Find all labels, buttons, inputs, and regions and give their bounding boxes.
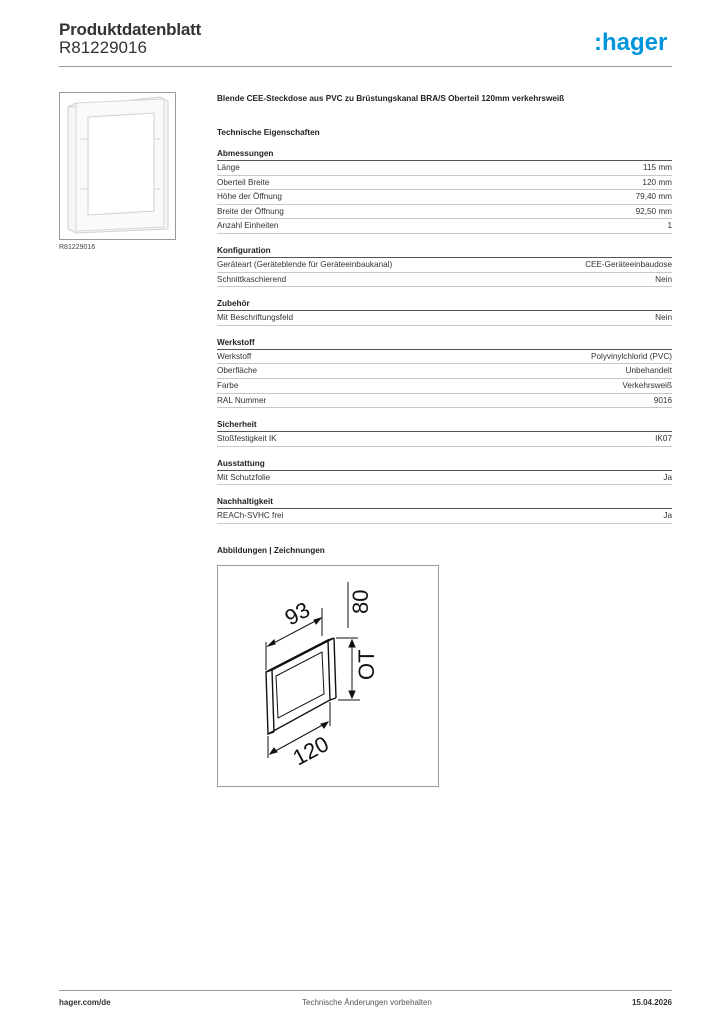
hager-logo bbox=[594, 28, 674, 58]
property-group bbox=[217, 420, 672, 447]
property-value: Verkehrsweiß bbox=[622, 380, 672, 390]
property-value: IK07 bbox=[655, 434, 672, 444]
property-row bbox=[217, 311, 672, 326]
property-label: Werkstoff bbox=[217, 351, 252, 361]
property-row bbox=[217, 471, 672, 486]
property-value: CEE-Geräteeinbaudose bbox=[585, 259, 672, 269]
technical-drawing bbox=[217, 565, 439, 787]
property-label: Höhe der Öffnung bbox=[217, 192, 282, 202]
property-value: Polyvinylchlorid (PVC) bbox=[591, 351, 672, 361]
property-value: 120 mm bbox=[642, 177, 672, 187]
header-divider bbox=[59, 66, 672, 67]
property-row bbox=[217, 176, 672, 191]
figures-heading: Abbildungen | Zeichnungen bbox=[217, 545, 325, 555]
property-label: Länge bbox=[217, 163, 240, 172]
property-label: Schnittkaschierend bbox=[217, 274, 287, 284]
property-row bbox=[217, 258, 672, 273]
property-value: 1 bbox=[667, 221, 672, 231]
property-row bbox=[217, 432, 672, 447]
dimension-drawing bbox=[218, 566, 438, 786]
property-label: REACh-SVHC frei bbox=[217, 511, 284, 521]
property-label: Stoßfestigkeit IK bbox=[217, 434, 277, 444]
property-row bbox=[217, 350, 672, 365]
property-label: Geräteart (Geräteblende für Geräteeinbaukanal) bbox=[217, 259, 393, 269]
property-label: Oberteil Breite bbox=[217, 177, 270, 187]
property-row bbox=[217, 205, 672, 220]
dim-depth-label: 120 bbox=[288, 731, 333, 771]
property-group bbox=[217, 338, 672, 408]
thumbnail-caption: R81229016 bbox=[59, 244, 96, 251]
property-value: Ja bbox=[663, 511, 672, 521]
property-value: Nein bbox=[655, 274, 672, 284]
product-thumbnail bbox=[59, 92, 176, 240]
footer-divider bbox=[59, 990, 672, 991]
property-group bbox=[217, 497, 672, 524]
property-label: Mit Schutzfolie bbox=[217, 472, 271, 482]
product-title: Blende CEE-Steckdose aus PVC zu Brüstungskanal BRA/S Oberteil 120mm verkehrsweiß bbox=[217, 94, 565, 103]
properties-heading: Technische Eigenschaften bbox=[217, 128, 320, 137]
property-row bbox=[217, 394, 672, 409]
product-content bbox=[217, 93, 672, 787]
property-value: 92,50 mm bbox=[635, 206, 672, 216]
property-row bbox=[217, 161, 672, 176]
group-title: Werkstoff bbox=[217, 338, 672, 350]
property-row bbox=[217, 379, 672, 394]
group-title: Sicherheit bbox=[217, 420, 672, 432]
property-row bbox=[217, 219, 672, 234]
footer-website[interactable]: hager.com/de bbox=[59, 998, 111, 1007]
property-row bbox=[217, 364, 672, 379]
group-title: Abmessungen bbox=[217, 149, 672, 161]
property-group bbox=[217, 246, 672, 287]
property-group bbox=[217, 459, 672, 486]
property-row bbox=[217, 273, 672, 288]
property-label: Oberfläche bbox=[217, 366, 258, 376]
footer-disclaimer: Technische Änderungen vorbehalten bbox=[302, 998, 432, 1007]
dim-height-label: 80 bbox=[348, 589, 373, 614]
property-label: Mit Beschriftungsfeld bbox=[217, 313, 293, 323]
footer-date: 15.04.2026 bbox=[631, 998, 672, 1007]
property-value: 79,40 mm bbox=[635, 192, 672, 202]
property-label: Farbe bbox=[217, 380, 239, 390]
property-value: Ja bbox=[663, 472, 672, 482]
dim-ot-label: OT bbox=[354, 649, 379, 680]
property-label: RAL Nummer bbox=[217, 395, 267, 405]
logo-text: :hager bbox=[594, 29, 668, 56]
property-label: Anzahl Einheiten bbox=[217, 221, 279, 231]
frame-image bbox=[60, 93, 175, 239]
group-title: Nachhaltigkeit bbox=[217, 497, 672, 509]
property-value: 9016 bbox=[653, 395, 672, 405]
page-title: Produktdatenblatt bbox=[59, 20, 202, 39]
property-value: Nein bbox=[655, 313, 672, 323]
property-label: Breite der Öffnung bbox=[217, 206, 284, 216]
property-value: 115 mm bbox=[643, 163, 672, 172]
group-title: Konfiguration bbox=[217, 246, 672, 258]
property-groups bbox=[217, 149, 672, 524]
group-title: Zubehör bbox=[217, 299, 672, 311]
article-number: R81229016 bbox=[59, 38, 147, 57]
dim-width-label: 93 bbox=[280, 596, 314, 631]
group-title: Ausstattung bbox=[217, 459, 672, 471]
property-group bbox=[217, 149, 672, 234]
property-row bbox=[217, 190, 672, 205]
property-value: Unbehandelt bbox=[625, 366, 672, 376]
property-group bbox=[217, 299, 672, 326]
property-row bbox=[217, 509, 672, 524]
